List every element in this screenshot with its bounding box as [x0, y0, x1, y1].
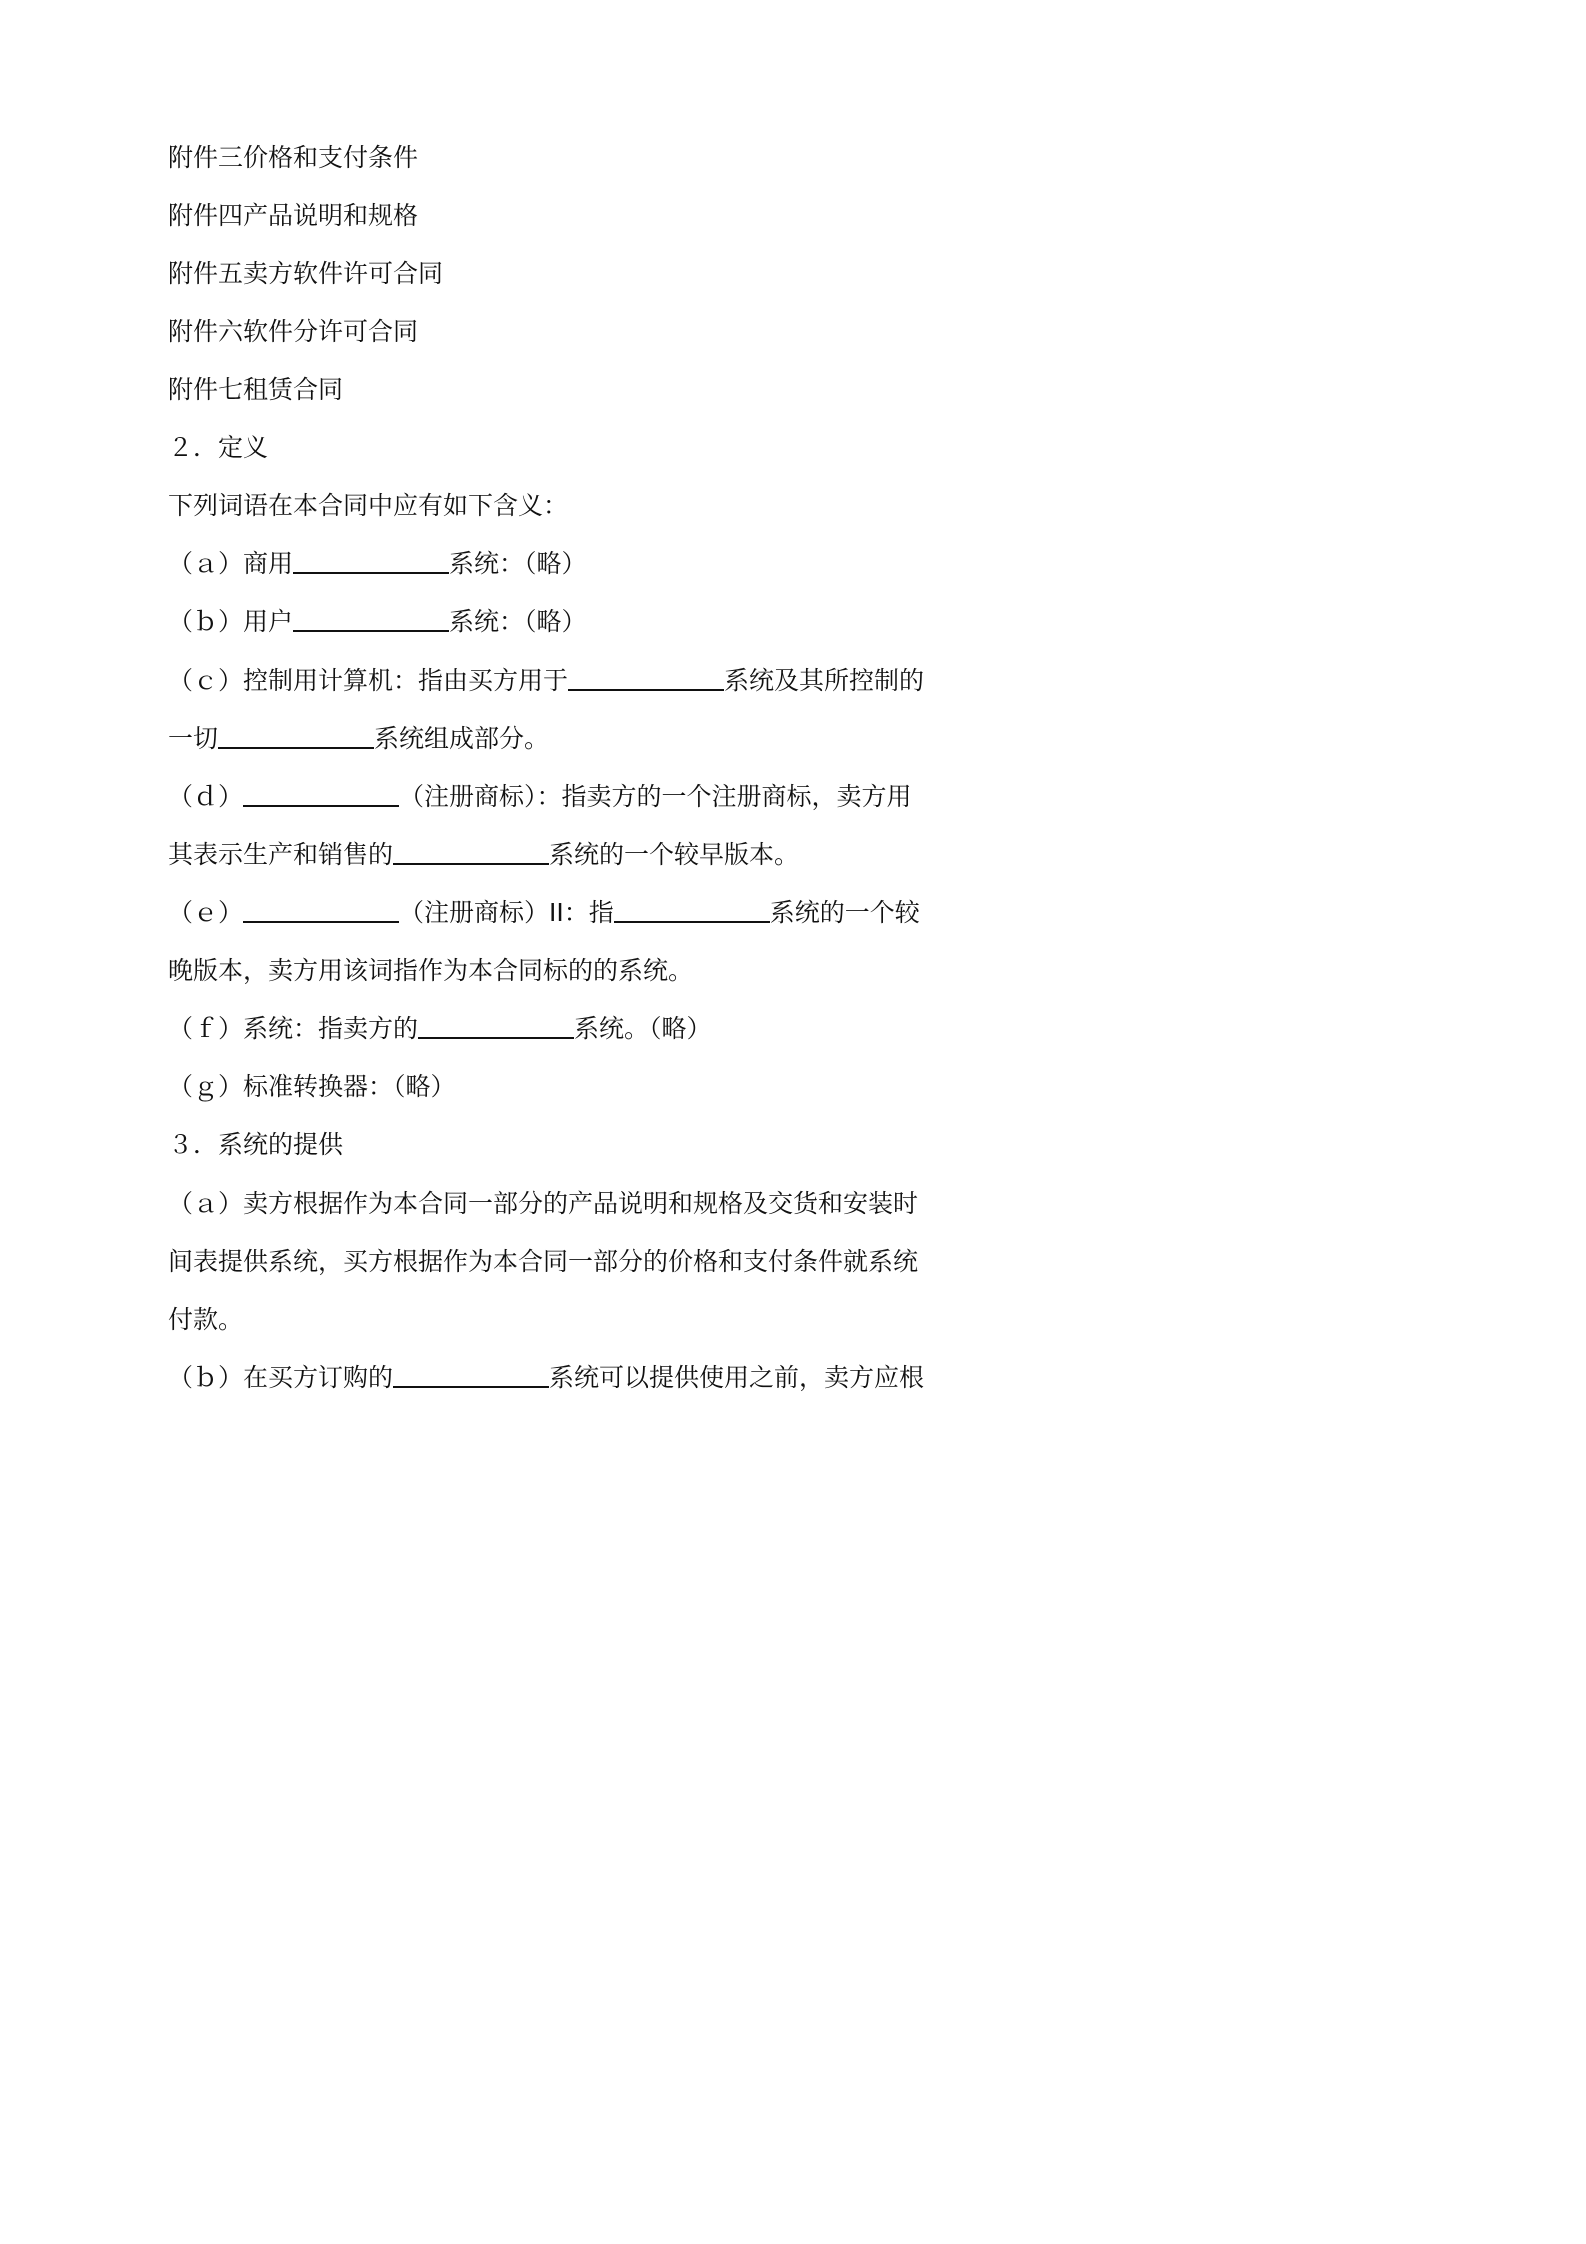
definition-e-text-middle: （注册商标）II：指	[399, 898, 614, 927]
appendix-item-3: 附件三价格和支付条件	[168, 143, 419, 172]
definition-a-text-before: （ａ）商用	[168, 549, 294, 578]
definition-d-line2-after: 系统的一个较早版本。	[549, 840, 800, 869]
fill-in-blank	[218, 721, 374, 749]
fill-in-blank	[418, 1011, 574, 1039]
fill-in-blank	[614, 895, 770, 923]
definition-f	[168, 1009, 948, 1049]
definition-f-text-after: 系统。（略）	[574, 1014, 712, 1043]
definition-d-line2-before: 其表示生产和销售的	[168, 840, 394, 869]
definition-c-line2-before: 一切	[168, 724, 219, 753]
definition-b-text-before: （ｂ）用户	[168, 607, 294, 636]
definition-a-text-after: 系统：（略）	[449, 549, 587, 578]
definition-d-line-2	[168, 835, 948, 875]
definition-c-line-2	[168, 719, 948, 759]
definition-e-line-2: 晚版本，卖方用该词指作为本合同标的的系统。	[168, 956, 694, 985]
clause-3b-line-1	[168, 1358, 948, 1398]
clause-3a-line-2: 间表提供系统，买方根据作为本合同一部分的价格和支付条件就系统	[168, 1247, 919, 1276]
definition-b-text-after: 系统：（略）	[449, 607, 587, 636]
document-page	[0, 0, 1102, 1559]
clause-3a-line-1: （ａ）卖方根据作为本合同一部分的产品说明和规格及交货和安装时	[168, 1189, 919, 1218]
appendix-item-7: 附件七租赁合同	[168, 375, 344, 404]
definition-e-text-before: （ｅ）	[168, 898, 244, 927]
definition-g: （ｇ）标准转换器：（略）	[168, 1072, 456, 1101]
definition-a	[168, 544, 948, 584]
fill-in-blank	[293, 604, 449, 632]
definition-d-text-before: （ｄ）	[168, 782, 244, 811]
section-2-heading: ２．定义	[168, 433, 269, 462]
fill-in-blank	[243, 779, 399, 807]
appendix-item-4: 附件四产品说明和规格	[168, 201, 419, 230]
definition-e-line-1	[168, 893, 948, 933]
definition-b	[168, 602, 948, 642]
definition-c-line-1	[168, 661, 948, 701]
fill-in-blank	[293, 546, 449, 574]
definition-c-line2-after: 系统组成部分。	[374, 724, 550, 753]
fill-in-blank	[393, 837, 549, 865]
definition-f-text-before: （ｆ）系统：指卖方的	[168, 1014, 419, 1043]
definition-c-text-after: 系统及其所控制的	[724, 666, 925, 695]
section-2-intro: 下列词语在本合同中应有如下含义：	[168, 491, 569, 520]
fill-in-blank	[568, 663, 724, 691]
section-3-heading: ３．系统的提供	[168, 1130, 344, 1159]
clause-3a-line-3: 付款。	[168, 1305, 244, 1334]
appendix-item-5: 附件五卖方软件许可合同	[168, 259, 444, 288]
definition-e-text-after: 系统的一个较	[769, 898, 920, 927]
definition-d-line-1	[168, 777, 948, 817]
clause-3b-text-before: （ｂ）在买方订购的	[168, 1363, 394, 1392]
fill-in-blank	[243, 895, 399, 923]
definition-d-text-after: （注册商标）：指卖方的一个注册商标，卖方用	[399, 782, 912, 811]
appendix-item-6: 附件六软件分许可合同	[168, 317, 419, 346]
fill-in-blank	[393, 1360, 549, 1388]
clause-3b-text-after: 系统可以提供使用之前，卖方应根	[549, 1363, 925, 1392]
definition-c-text-before: （ｃ）控制用计算机：指由买方用于	[168, 666, 569, 695]
